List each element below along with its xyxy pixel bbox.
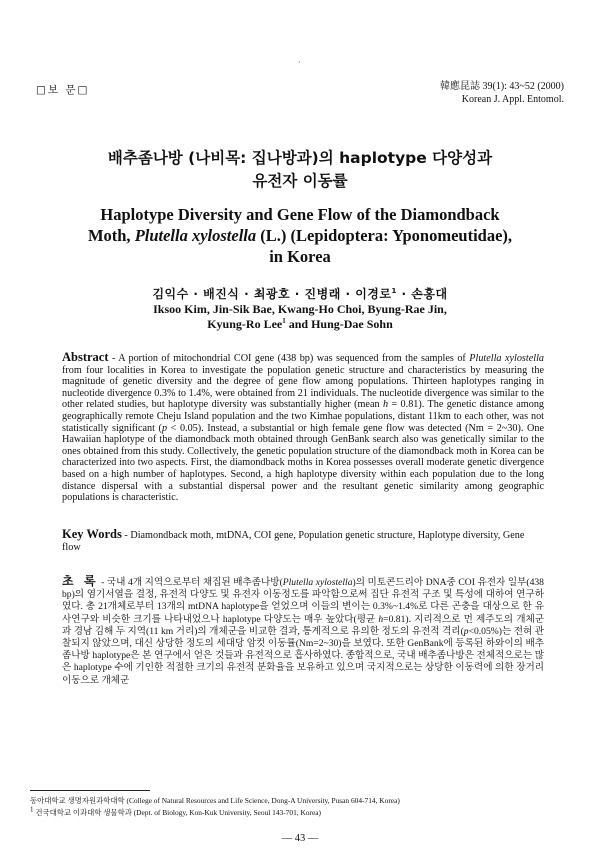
korean-abstract-text-4: <0.05%)는 전혀 관찰되지 않았으며, 대신 상당한 정도의 세대당 암컷 이동률(Nm=2~30)을 보였다. 또한 GenBank에 등록된 하와이의 배추좀나방 haplotype은 본 연구에서 얻은 것들과 유전적으로 흡사하였다. 종합적으로, 국내 배추좀나방은 전체적으로는 많은 haplotype 수에 기인한 적절한 크기의 유전적 분화율을 보유하고 있으며 국지적으로는 상당한 이동력에 의한 장거리 이동으로 개체군: [62, 625, 544, 686]
top-dot: ·: [298, 58, 301, 67]
footnote-divider: [30, 790, 150, 791]
abstract-text-2: from four localities in Korea to investigate the population genetic structure and characteristics by measuring the magnitude of genetic diversity and the degree of gene flow among populations. Thirteen haplotypes ranging in nucleotide divergence 0.3% to 1.4%, were obtained from 21 individuals. The nucleotide divergence was similar to the other related studies, but haplotype diversity was substantially higher (mean: [62, 364, 544, 411]
key-words: [62, 528, 544, 554]
english-title-line-3: in Korea: [269, 247, 331, 266]
english-authors: [120, 302, 480, 332]
english-title-line-2: [40, 225, 560, 246]
english-title: [40, 204, 560, 267]
footnote-affiliation-2: [30, 807, 321, 818]
english-title-order: (L.) (Lepidoptera: Yponomeutidae),: [256, 226, 513, 245]
korean-title: [40, 147, 560, 193]
key-words-label: Key Words: [62, 527, 122, 541]
korean-author-affiliation-mark: 1: [391, 287, 397, 295]
footnote-mark: 1: [30, 805, 34, 814]
article-type: □보 문□: [36, 84, 90, 96]
korean-abstract-text-2: )의 미토콘드리아 DNA중 COI 유전자 일부(438 bp)의 염기서열을 결정, 유전적 다양도 및 유전자 이동정도를 파악함으로써 집단 유전적 구조 및 특성에 대하여 연구하였다. 총 21개체로부터 13개의 mtDNA haplotype을 얻었으며 이들의 변이는 0.3%~1.4%로 다른 곤충을 대상으로 한 유사연구와 비슷한 크기를 나타내었으나 haplotype 다양도는 매우 높았다(평균: [62, 577, 544, 625]
english-authors-line-2: [120, 317, 480, 332]
korean-title-line-1: 배추좀나방 (나비목: 집나방과)의 haplotype 다양성과: [107, 149, 493, 167]
abstract-text-3: = 0.81). The genetic distance among geographically remote Cheju Island population and the two Kimhae populations, distant 11km to each other, was not statistically significant (: [62, 399, 545, 434]
korean-title-line-2: 유전자 이동률: [252, 172, 348, 190]
korean-abstract: [62, 575, 544, 687]
journal-volume: 韓應昆誌 39(1): 43~52 (2000): [439, 81, 564, 92]
footnote-affiliation-1: 동아대학교 생명자원과학대학 (College of Natural Resources and Life Science, Dong-A University, Pusan 604-714, Korea): [30, 796, 400, 805]
abstract-h-symbol: h: [382, 399, 389, 411]
english-author-affiliation-mark: 1: [282, 317, 286, 325]
abstract-p-symbol: p: [161, 422, 168, 434]
korean-abstract-label: 초 록: [62, 574, 99, 588]
korean-abstract-text-1: - 국내 4개 지역으로부터 채집된 배추좀나방(: [98, 577, 283, 588]
korean-authors: [40, 285, 560, 302]
footnote-affiliation-2-text: 건국대학교 이과대학 생물학과 (Dept. of Biology, Kon-Kuk University, Seoul 143-701, Korea): [33, 808, 321, 817]
english-title-species: Plutella xylostella: [134, 226, 257, 245]
english-authors-line-1: Iksoo Kim, Jin-Sik Bae, Kwang-Ho Choi, Byung-Rae Jin,: [153, 302, 447, 316]
korean-abstract-species: Plutella xylostella: [282, 577, 353, 588]
abstract-label: Abstract: [62, 350, 109, 364]
english-author-lee: Kyung-Ro Lee: [207, 317, 283, 331]
abstract-text-4: < 0.05). Instead, a substantial or high female gene flow was detected (Nm = 2~30). One Hawaiian haplotype of the diamondback moth obtained through GenBank search also was genetically similar to the ones obtained from this study. Collectively, the genetic population structure of the diamondback moth in Korea can be characterized into two aspects. First, the diamondback moths in Korea possesses overall moderate genetic divergence based on a high number of haplotypes. Second, a high haplotype diversity within each population due to the long distance dispersal with a substantial dispersal power and the resultant genetic similarity among geographic populations is characteristic.: [62, 422, 544, 504]
abstract-text-1: - A portion of mitochondrial COI gene (438 bp) was sequenced from the samples of: [108, 353, 470, 364]
journal-citation: [440, 80, 564, 106]
abstract-species: Plutella xylostella: [469, 353, 545, 364]
korean-abstract-p-symbol: p: [463, 625, 469, 637]
korean-abstract-h-symbol: h: [378, 613, 384, 625]
english-author-sohn: and Hung-Dae Sohn: [285, 317, 393, 331]
key-words-text: - Diamondback moth, mtDNA, COI gene, Population genetic structure, Haplotype diversity, Gene flow: [62, 530, 525, 553]
korean-abstract-text-3: =0.81). 지리적으로 먼 제주도의 개체군과 경남 김해 두 지역(11 km 거리)의 개체군을 비교한 결과, 통계적으로 유의한 정도의 유전적 격리(: [62, 613, 544, 637]
page-number: — 43 —: [281, 833, 319, 844]
english-title-moth: Moth,: [87, 226, 135, 245]
korean-authors-main: 김익수 · 배진식 · 최광호 · 진병래 · 이경로: [152, 287, 392, 301]
journal-name: Korean J. Appl. Entomol.: [461, 94, 564, 105]
english-title-line-1: Haplotype Diversity and Gene Flow of the Diamondback: [100, 205, 500, 224]
korean-authors-last: · 손홍대: [396, 287, 448, 301]
abstract: [62, 352, 544, 504]
